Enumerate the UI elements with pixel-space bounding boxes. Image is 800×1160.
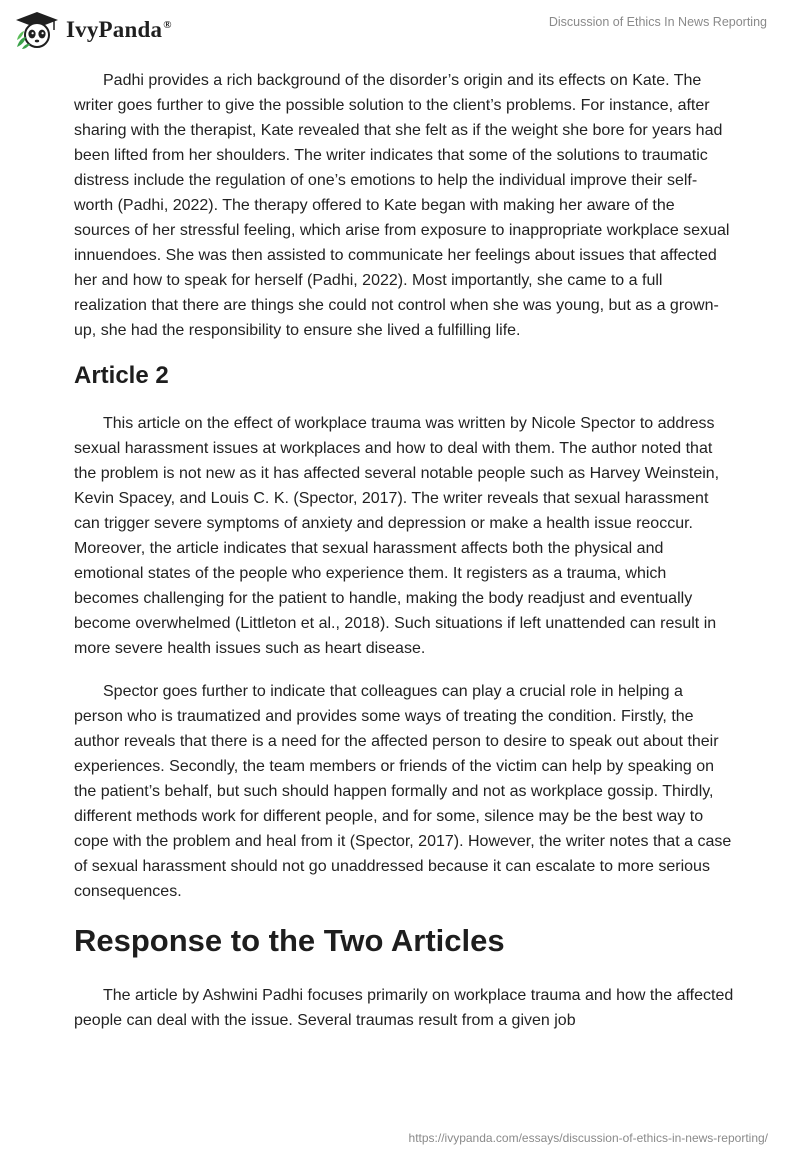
brand-name: IvyPanda® xyxy=(66,17,172,42)
panda-graduate-icon xyxy=(14,10,60,50)
paragraph: This article on the effect of workplace trauma was written by Nicole Spector to address sexual harassment issues at workplaces and how to deal with them. The author noted that the problem is not new as it has affected several notable people such as Harvey Weinstein, Kevin Spacey, and Louis C. K. (Spector, 2017). The writer reveals that sexual harassment can trigger severe symptoms of anxiety and depression or make a health issue reoccur. Moreover, the article indicates that sexual harassment affects both the physical and emotional states of the people who experience them. It registers as a trauma, which becomes challenging for the patient to handle, making the body readjust and eventually become overwhelmed (Littleton et al., 2018). Such situations if left unattended can result in more severe health issues such as heart disease. xyxy=(74,415,720,657)
section-heading-article-2: Article 2 xyxy=(74,362,169,389)
paragraph: Padhi provides a rich background of the disorder’s origin and its effects on Kate. The writer goes further to give the possible solution to the client’s problems. For instance, after sharing with the therapist, Kate revealed that she felt as if the weight she bore for years had been lifted from her shoulders. The writer indicates that some of the solutions to traumatic distress include the regulation of one’s emotions to help the individual improve their self-worth (Padhi, 2022). The therapy offered to Kate began with making her aware of the sources of her stressful feeling, which arise from exposure to inappropriate workplace sexual innuendoes. She was then assisted to communicate her feelings about issues that affected her and how to speak for herself (Padhi, 2022). Most importantly, she came to a full realization that there are things she could not control when she was young, but as a grown-up, she had the responsibility to ensure she lived a fulfilling life. xyxy=(74,72,730,339)
paragraph: Spector goes further to indicate that colleagues can play a crucial role in helping a person who is traumatized and provides some ways of treating the condition. Firstly, the author reveals that there is a need for the affected person to desire to speak out about their experiences. Secondly, the team members or friends of the victim can help by speaking on the patient’s behalf, but such should happen formally and not as workplace gossip. Thirdly, different methods work for different people, and for some, silence may be the best way to cope with the problem and heal from it (Spector, 2017). However, the writer notes that a case of sexual harassment should not go unaddressed because it can escalate to more serious consequences. xyxy=(74,683,732,900)
paragraph: The article by Ashwini Padhi focuses primarily on workplace trauma and how the affected people can deal with the issue. Several traumas result from a given job xyxy=(74,987,734,1029)
source-url[interactable]: https://ivypanda.com/essays/discussion-of-ethics-in-news-reporting/ xyxy=(408,1131,768,1145)
section-heading-response: Response to the Two Articles xyxy=(74,923,505,958)
ivypanda-logo[interactable] xyxy=(14,10,172,50)
document-title: Discussion of Ethics In News Reporting xyxy=(548,15,767,29)
essay-body xyxy=(74,68,734,1051)
